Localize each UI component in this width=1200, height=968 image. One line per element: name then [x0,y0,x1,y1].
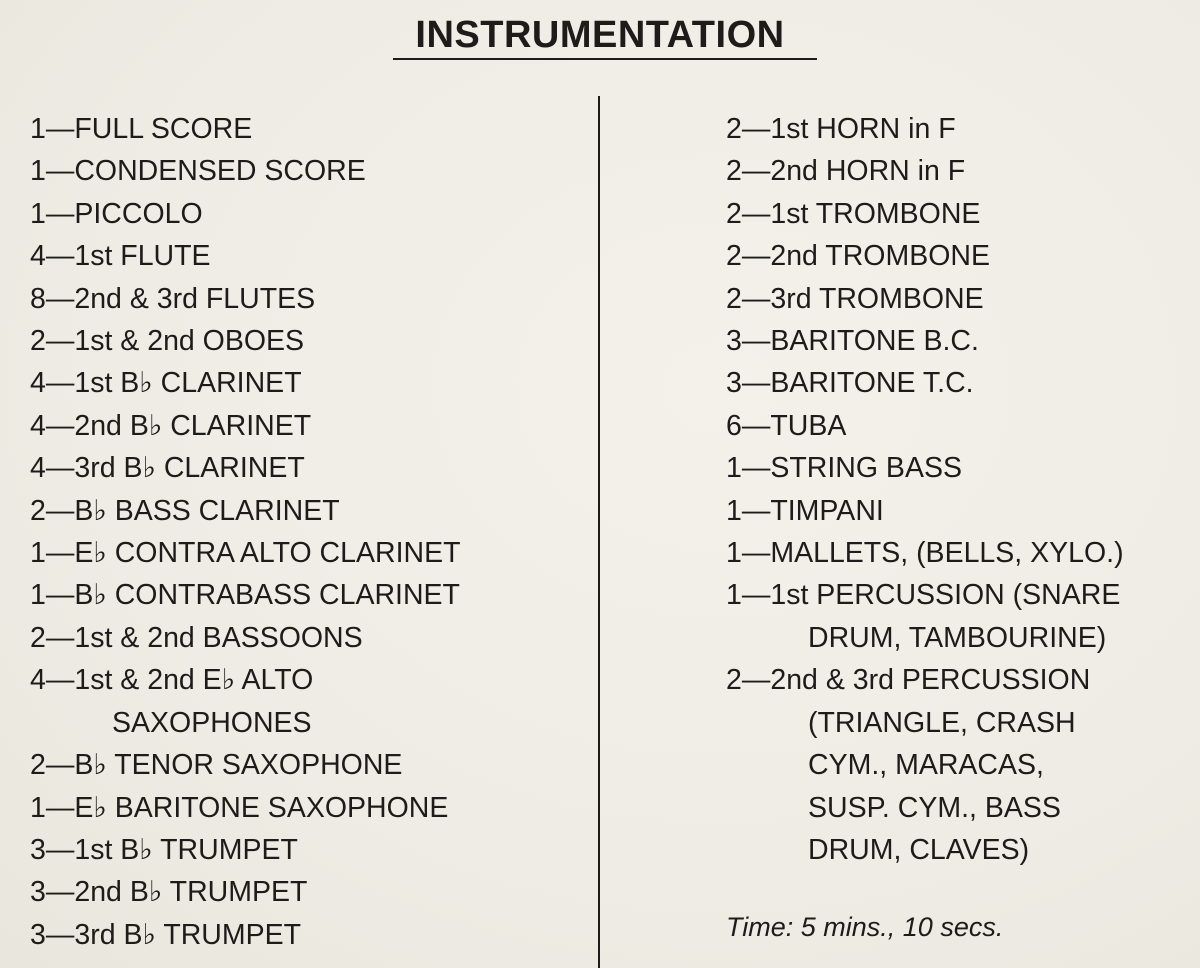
instrument-item: 3—1st B♭ TRUMPET [30,833,298,866]
instrument-item: 2—2nd HORN in F [726,155,966,188]
instrument-item-continuation: SUSP. CYM., BASS [808,791,1061,824]
instrument-item: 1—E♭ BARITONE SAXOPHONE [30,791,449,824]
instrument-item: 2—3rd TROMBONE [726,282,984,315]
instrument-item-continuation: (TRIANGLE, CRASH [808,706,1076,739]
instrument-item-continuation: DRUM, CLAVES) [808,833,1030,866]
instrument-item: 2—2nd & 3rd PERCUSSION [726,664,1091,697]
instrument-item-continuation: DRUM, TAMBOURINE) [808,621,1107,654]
right-instrument-list [726,108,1124,871]
instrument-item: 2—2nd TROMBONE [726,240,990,273]
instrument-item: 3—2nd B♭ TRUMPET [30,876,308,909]
instrument-item: 1—B♭ CONTRABASS CLARINET [30,579,460,612]
instrument-item: 2—1st HORN in F [726,113,956,145]
performance-duration: Time: 5 mins., 10 secs. [726,912,1004,942]
instrument-item: 1—MALLETS, (BELLS, XYLO.) [726,537,1124,570]
instrument-item: 2—1st & 2nd OBOES [30,325,305,358]
instrument-item: 1—PICCOLO [30,197,203,230]
instrument-item: 3—3rd B♭ TRUMPET [30,918,302,951]
instrument-item: 4—1st FLUTE [30,240,211,273]
instrument-item: 8—2nd & 3rd FLUTES [30,282,316,315]
instrument-item: 1—E♭ CONTRA ALTO CLARINET [30,537,461,570]
instrument-item: 2—1st TROMBONE [726,197,981,230]
instrument-item: 1—1st PERCUSSION (SNARE [726,579,1121,612]
instrument-item-continuation: CYM., MARACAS, [808,749,1044,782]
instrument-item-continuation: SAXOPHONES [112,706,312,739]
instrument-item: 2—B♭ BASS CLARINET [30,494,340,527]
title-underline [393,58,817,60]
instrument-item: 2—B♭ TENOR SAXOPHONE [30,749,403,782]
instrument-item: 1—TIMPANI [726,494,884,527]
instrument-item: 4—1st B♭ CLARINET [30,367,302,400]
instrument-item: 2—1st & 2nd BASSOONS [30,621,363,654]
instrument-item: 1—CONDENSED SCORE [30,155,366,188]
instrument-item: 4—1st & 2nd E♭ ALTO [30,664,314,697]
instrument-item: 4—2nd B♭ CLARINET [30,409,312,442]
instrument-item: 6—TUBA [726,409,847,442]
column-divider [598,96,600,968]
page-title: INSTRUMENTATION [415,14,785,56]
instrument-item: 4—3rd B♭ CLARINET [30,452,305,485]
instrument-item: 1—FULL SCORE [30,113,253,145]
instrument-item: 1—STRING BASS [726,452,962,485]
instrument-item: 3—BARITONE T.C. [726,367,974,400]
instrument-item: 3—BARITONE B.C. [726,325,979,358]
left-instrument-list [30,108,461,956]
